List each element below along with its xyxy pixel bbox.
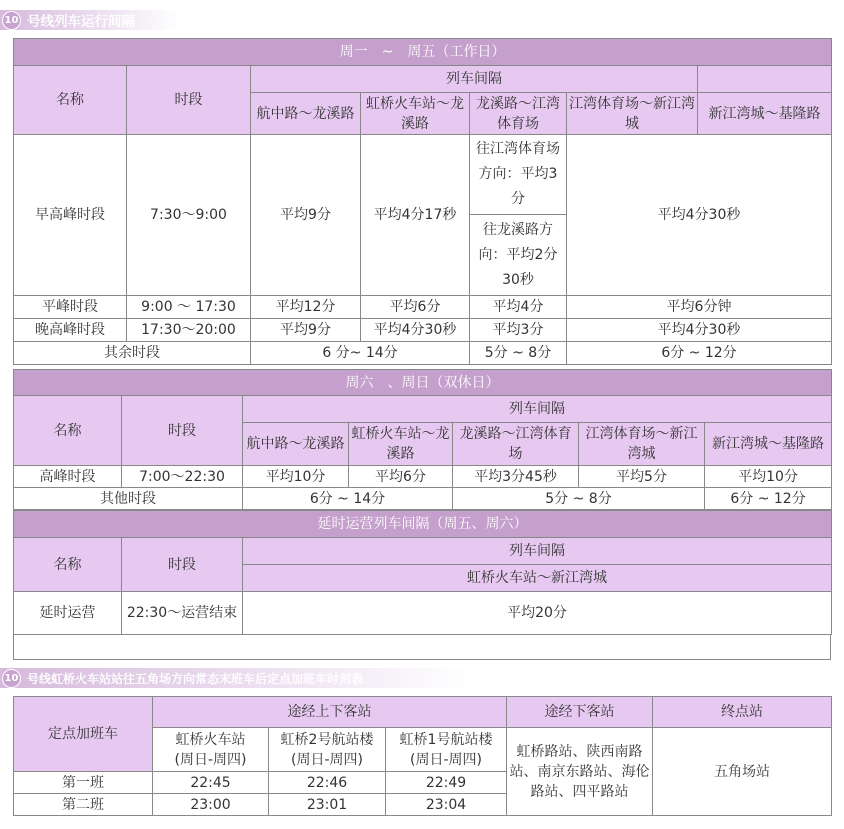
row-name: 晚高峰时段	[14, 319, 127, 342]
cell-value: 平均9分	[251, 135, 361, 296]
extended-band: 延时运营列车间隔（周五、周六）	[14, 511, 832, 538]
extra-train-table	[13, 696, 832, 816]
station-name: 虹桥2号航站楼	[280, 731, 374, 748]
cell-value: 6分 ~ 12分	[705, 488, 832, 510]
cell-value: 平均10分	[705, 466, 832, 488]
terminal-station: 五角场站	[653, 728, 832, 816]
table-footer-border	[13, 634, 831, 660]
cell-value: 平均6分	[349, 466, 453, 488]
col-fixed-train: 定点加班车	[14, 697, 153, 772]
row-name: 早高峰时段	[14, 135, 127, 296]
interval-blank	[698, 66, 832, 93]
cell-value: 平均4分	[470, 296, 567, 319]
trip-name: 第一班	[14, 772, 153, 794]
line-badge: 10	[2, 669, 21, 688]
row-name: 其他时段	[14, 488, 243, 510]
segment-header: 新江湾城～基隆路	[698, 93, 832, 135]
col-via-updown: 途经上下客站	[153, 697, 507, 728]
cell-value: 平均3分45秒	[453, 466, 579, 488]
weekday-interval-table	[13, 38, 832, 365]
col-name: 名称	[14, 538, 122, 592]
weekend-band: 周六 、周日（双休日）	[14, 370, 832, 396]
segment-header: 虹桥火车站～新江湾城	[243, 565, 832, 592]
weekend-interval-table	[13, 369, 832, 510]
segment-header: 龙溪路～江湾体育场	[470, 93, 567, 135]
trip-time: 22:49	[386, 772, 507, 794]
section-title: 号线列车运行间隔	[27, 14, 135, 30]
row-time: 9:00 ～ 17:30	[127, 296, 251, 319]
trip-time: 22:45	[153, 772, 269, 794]
cell-value: 6分 ~ 12分	[567, 342, 832, 365]
interval-label: 列车间隔	[243, 396, 832, 423]
cell-value: 6分 ~ 14分	[243, 488, 453, 510]
col-time: 时段	[127, 66, 251, 135]
cell-value: 平均12分	[251, 296, 361, 319]
segment-header: 龙溪路～江湾体育场	[453, 423, 579, 466]
station-note: (周日-周四)	[174, 751, 247, 768]
cell-value: 往江湾体育场方向：平均3分	[470, 135, 567, 215]
segment-header: 江湾体育场～新江湾城	[567, 93, 698, 135]
row-time: 7:30～9:00	[127, 135, 251, 296]
trip-time: 22:46	[269, 772, 386, 794]
drop-off-stations: 虹桥路站、陕西南路站、南京东路站、海伦路站、四平路站	[507, 728, 653, 816]
cell-value: 平均6分钟	[567, 296, 832, 319]
trip-time: 23:01	[269, 794, 386, 816]
interval-label: 列车间隔	[251, 66, 698, 93]
weekday-band: 周一 ~ 周五（工作日）	[14, 39, 832, 66]
row-name: 高峰时段	[14, 466, 122, 488]
station-header	[153, 728, 269, 772]
col-name: 名称	[14, 66, 127, 135]
segment-header: 航中路～龙溪路	[251, 93, 361, 135]
cell-value: 平均3分	[470, 319, 567, 342]
station-note: (周日-周四)	[410, 751, 482, 768]
col-time: 时段	[122, 396, 243, 466]
section-title: 号线虹桥火车站站往五角场方向常态末班车后定点加班车时刻表	[27, 671, 364, 686]
interval-label: 列车间隔	[243, 538, 832, 565]
row-name: 其余时段	[14, 342, 251, 365]
cell-value: 平均4分30秒	[567, 319, 832, 342]
segment-header: 新江湾城～基隆路	[705, 423, 832, 466]
station-header	[269, 728, 386, 772]
row-name: 平峰时段	[14, 296, 127, 319]
cell-value: 5分 ~ 8分	[470, 342, 567, 365]
trip-time: 23:04	[386, 794, 507, 816]
trip-time: 23:00	[153, 794, 269, 816]
row-time: 17:30～20:00	[127, 319, 251, 342]
row-name: 延时运营	[14, 592, 122, 635]
section-header	[0, 668, 470, 688]
segment-header: 虹桥火车站～龙溪路	[361, 93, 470, 135]
cell-value: 平均5分	[579, 466, 705, 488]
row-time: 7:00～22:30	[122, 466, 243, 488]
line-badge: 10	[2, 11, 21, 30]
col-terminal: 终点站	[653, 697, 832, 728]
segment-header: 航中路～龙溪路	[243, 423, 349, 466]
row-time: 22:30～运营结束	[122, 592, 243, 635]
cell-value: 平均6分	[361, 296, 470, 319]
cell-value: 平均9分	[251, 319, 361, 342]
station-name: 虹桥1号航站楼	[399, 731, 493, 748]
col-via-down: 途经下客站	[507, 697, 653, 728]
cell-value: 6 分~ 14分	[251, 342, 470, 365]
extended-interval-table	[13, 510, 832, 635]
station-note: (周日-周四)	[291, 751, 363, 768]
cell-value: 平均4分17秒	[361, 135, 470, 296]
station-name: 虹桥火车站	[175, 731, 246, 748]
col-time: 时段	[122, 538, 243, 592]
cell-value: 平均4分30秒	[361, 319, 470, 342]
cell-value: 平均10分	[243, 466, 349, 488]
segment-header: 虹桥火车站～龙溪路	[349, 423, 453, 466]
cell-value: 平均20分	[243, 592, 832, 635]
col-name: 名称	[14, 396, 122, 466]
station-header	[386, 728, 507, 772]
cell-value: 往龙溪路方向：平均2分30秒	[470, 215, 567, 296]
cell-value: 5分 ~ 8分	[453, 488, 705, 510]
cell-value: 平均4分30秒	[567, 135, 832, 296]
trip-name: 第二班	[14, 794, 153, 816]
segment-header: 江湾体育场～新江湾城	[579, 423, 705, 466]
section-header	[0, 10, 180, 30]
